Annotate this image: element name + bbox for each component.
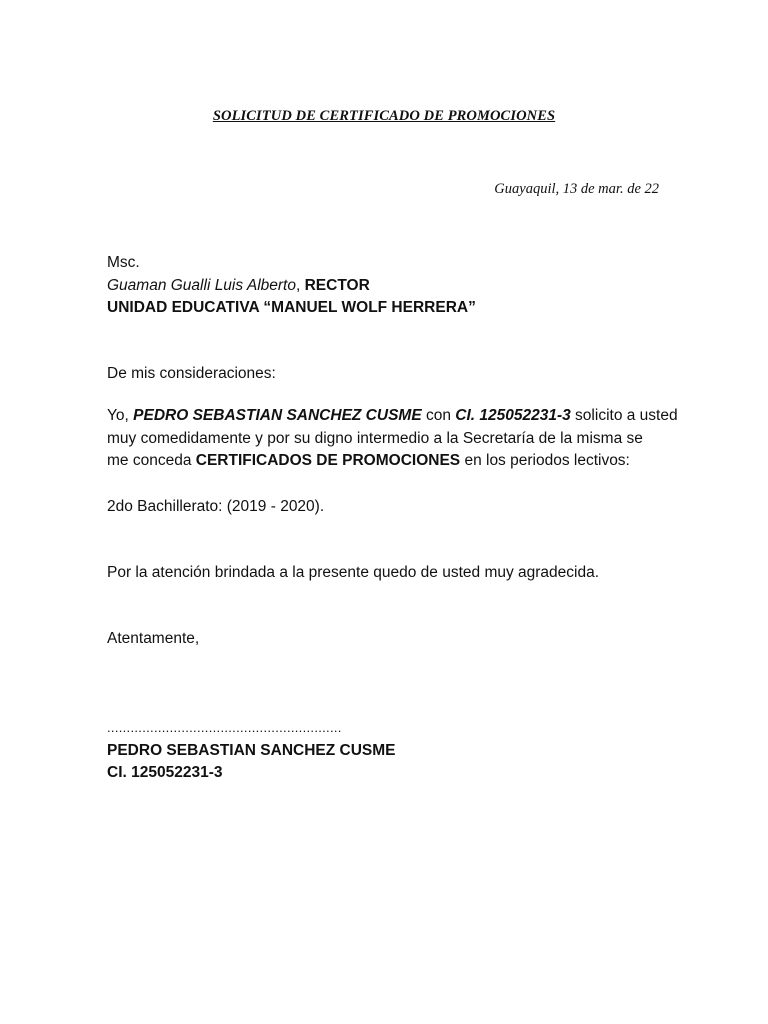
body-line-3-start: me conceda	[107, 452, 196, 469]
signature-id: CI. 125052231-3	[107, 764, 223, 781]
body-line-2: muy comedidamente y por su digno intermedio a la Secretaría de la misma se	[107, 429, 643, 447]
period-label: 2do Bachillerato:	[107, 498, 223, 515]
closing	[107, 628, 667, 651]
closing-text: Atentamente,	[107, 630, 200, 647]
greeting	[107, 363, 667, 386]
signature-block	[107, 717, 667, 785]
period-line	[107, 496, 667, 519]
thanks-text: Por la atención brindada a la presente quedo de usted muy agradecida.	[107, 564, 600, 581]
document-title: SOLICITUD DE CERTIFICADO DE PROMOCIONES	[212, 108, 556, 124]
recipient-name: Guaman Gualli Luis Alberto	[107, 276, 296, 294]
period-value: (2019 - 2020).	[222, 498, 325, 515]
body-paragraph	[107, 405, 678, 473]
body-line-3-end: en los periodos lectivos:	[460, 452, 630, 469]
body-line-1	[107, 405, 678, 428]
recipient-name-separator: ,	[295, 276, 305, 294]
recipient-name-line	[107, 275, 667, 298]
greeting-text: De mis consideraciones:	[107, 365, 276, 382]
recipient-honorific: Msc.	[107, 254, 140, 271]
body-applicant-id: CI. 125052231-3	[455, 407, 571, 424]
recipient-block	[107, 252, 667, 320]
recipient-institution: UNIDAD EDUCATIVA “MANUEL WOLF HERRERA”	[107, 299, 476, 316]
signature-name: PEDRO SEBASTIAN SANCHEZ CUSME	[107, 741, 396, 759]
document-date: Guayaquil, 13 de mar. de 22	[494, 181, 659, 197]
body-certificate-type: CERTIFICADOS DE PROMOCIONES	[195, 452, 461, 469]
body-line-3	[107, 450, 667, 473]
body-applicant-name: PEDRO SEBASTIAN SANCHEZ CUSME	[133, 407, 422, 424]
recipient-role: RECTOR	[304, 276, 370, 294]
body-yo: Yo,	[107, 407, 134, 424]
thanks-paragraph	[107, 562, 667, 585]
body-con: con	[421, 407, 456, 424]
signature-line: ............................................................	[107, 720, 342, 735]
period-line-text	[107, 496, 667, 519]
body-line-1-rest: solicito a usted	[570, 407, 678, 424]
